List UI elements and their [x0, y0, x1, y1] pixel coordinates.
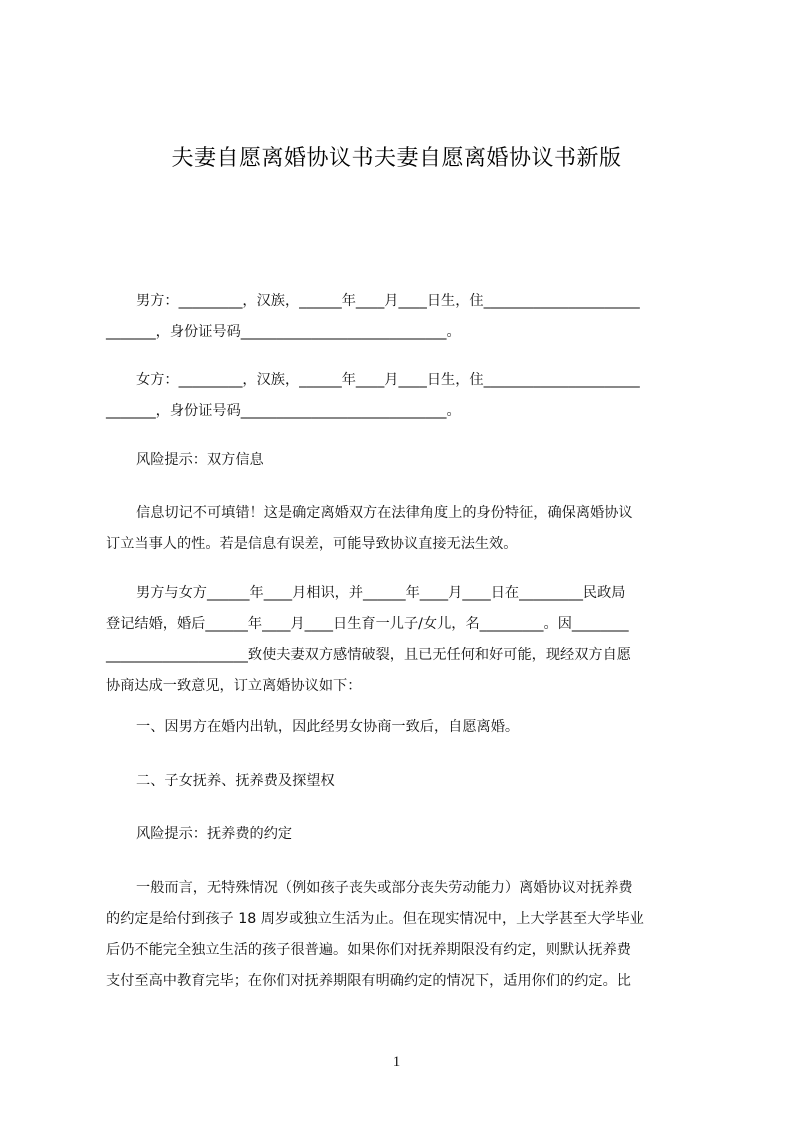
text-line: _______，身份证号码_____________________________。: [106, 324, 461, 340]
text-line: 男方与女方______年____月相识，并______年____月____日在_________民政局: [136, 585, 626, 601]
male-party-info: [106, 286, 700, 348]
text-line: 二、子女抚养、抚养费及探望权: [136, 773, 335, 789]
page-number: 1: [392, 1054, 401, 1070]
female-party-info: [106, 365, 700, 427]
text-line: 女方：_________，汉族，______年____月____日生，住______________________: [136, 372, 640, 388]
text-line: 登记结婚，婚后______年____月____日生育一儿子/女儿，名_________。因________: [106, 616, 629, 632]
text-line: 订立当事人的性。若是信息有误差，可能导致协议直接无法生效。: [106, 536, 518, 552]
text-line: _______，身份证号码_____________________________。: [106, 403, 461, 419]
text-line: 信息切记不可填错！这是确定离婚双方在法律角度上的身份特征，确保离婚协议: [136, 505, 633, 521]
marriage-background: [106, 578, 700, 702]
text-line: 一、因男方在婚内出轨，因此经男女协商一致后，自愿离婚。: [136, 719, 520, 735]
text-line: 男方：_________，汉族，______年____月____日生，住______________________: [136, 293, 640, 309]
text-line: 支付至高中教育完毕；在你们对抚养期限有明确约定的情况下，适用你们的约定。比: [106, 973, 631, 989]
text-line: 协商达成一致意见，订立离婚协议如下：: [106, 678, 362, 694]
document-title: 夫妻自愿离婚协议书夫妻自愿离婚协议书新版: [171, 146, 622, 171]
risk-tip-body: [106, 498, 700, 560]
text-line: 一般而言，无特殊情况（例如孩子丧失或部分丧失劳动能力）离婚协议对抚养费: [136, 880, 633, 896]
clause-one: [136, 712, 730, 743]
text-line: ____________________致使夫妻双方感情破裂，且已无任何和好可能，现经双方自愿: [106, 647, 631, 663]
text-line: 风险提示：双方信息: [136, 452, 264, 468]
risk-tip-support-heading: [136, 819, 730, 850]
text-line: 的约定是给付到孩子 18 周岁或独立生活为止。但在现实情况中，上大学甚至大学毕业: [106, 911, 644, 927]
text-line: 后仍不能完全独立生活的孩子很普遍。如果你们对抚养期限没有约定，则默认抚养费: [106, 942, 631, 958]
risk-tip-heading: [136, 445, 730, 476]
text-line: 风险提示：抚养费的约定: [136, 826, 293, 842]
clause-two-heading: [136, 766, 730, 797]
child-support-body: [106, 873, 700, 997]
